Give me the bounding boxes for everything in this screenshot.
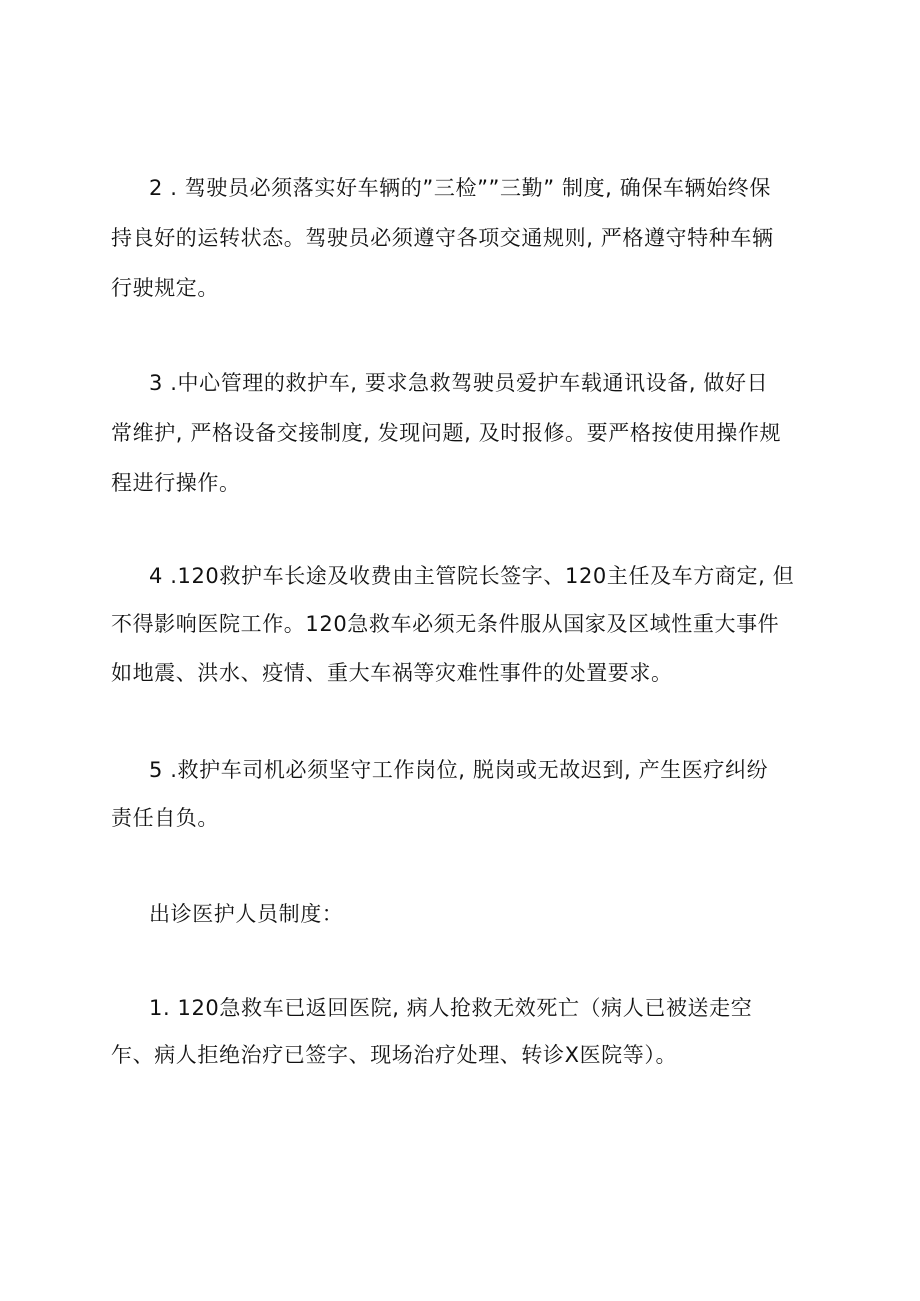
paragraph-line: 1. 120急救车已返回医院, 病人抢救无效死亡（病人已被送走空	[149, 996, 753, 1020]
paragraph-line: 3 .中心管理的救护车, 要求急救驾驶员爱护车载通讯设备, 做好日	[149, 371, 769, 395]
paragraph-line: 2 . 驾驶员必须落实好车辆的”三检””三勤” 制度, 确保车辆始终保	[149, 176, 771, 200]
paragraph-line: 5 .救护车司机必须坚守工作岗位, 脱岗或无故迟到, 产生医疗纠纷	[149, 758, 769, 782]
paragraph-line: 常维护, 严格设备交接制度, 发现问题, 及时报修。要严格按使用操作规	[111, 421, 782, 445]
paragraph-line: 行驶规定。	[111, 276, 219, 300]
paragraph-line: 乍、病人拒绝治疗已签字、现场治疗处理、转诊X医院等）。	[111, 1043, 678, 1067]
paragraph-line: 如地震、洪水、疫情、重大车祸等灾难性事件的处置要求。	[111, 661, 673, 685]
paragraph-line: 不得影响医院工作。120急救车必须无条件服从国家及区域性重大事件	[111, 612, 780, 636]
paragraph-line: 程进行操作。	[111, 471, 241, 495]
paragraph-line: 持良好的运转状态。驾驶员必须遵守各项交通规则, 严格遵守特种车辆	[111, 226, 774, 250]
heading-line: 出诊医护人员制度：	[149, 902, 344, 926]
paragraph-line: 责任自负。	[111, 806, 219, 830]
paragraph-line: 4 .120救护车长途及收费由主管院长签字、120主任及车方商定, 但	[149, 564, 795, 588]
